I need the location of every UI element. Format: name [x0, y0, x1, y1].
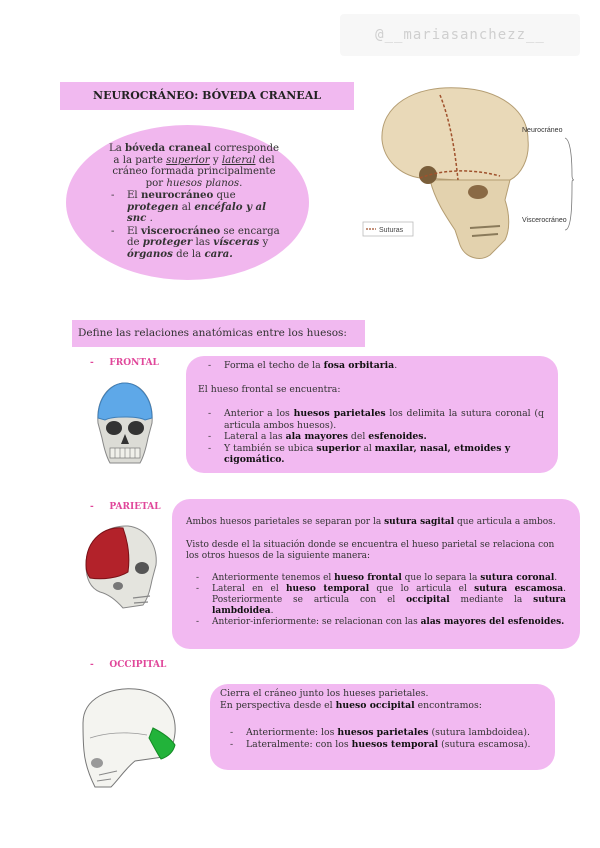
parietal-skull-image: [78, 520, 163, 615]
occipital-skull-image: [75, 683, 185, 793]
parietal-paragraph-2: Visto desde el la situación donde se encuentra el hueso parietal se relaciona con los otros huesos de la siguiente manera:: [186, 539, 555, 561]
intro-text: [105, 143, 283, 260]
occipital-box: [210, 684, 555, 770]
parietal-item-3: - Anterior-inferiormente: se relacionan con las alas mayores del esfenoides.: [196, 616, 565, 627]
frontal-box: [186, 356, 558, 473]
parietal-paragraph-1: Ambos huesos parietales se separan por la sutura sagital que articula a ambos.: [186, 517, 556, 527]
parietal-box: [172, 499, 580, 649]
page-title-bar: [60, 82, 354, 110]
frontal-line-1: - Forma el techo de la fosa orbitaria.: [208, 360, 398, 371]
frontal-item-1: - Anterior a los huesos parietales los delimita la sutura coronal (q articula ambos huesos).: [208, 408, 544, 431]
sutures-label: Suturas: [379, 227, 404, 234]
neurocranium-label: Neurocráneo: [522, 127, 563, 134]
section-heading: Define las relaciones anatómicas entre los huesos:: [72, 320, 365, 347]
skull-lateral-diagram: [360, 80, 585, 270]
occipital-item-2: - Lateralmente: con los huesos temporal (sutura escamosa).: [230, 738, 531, 750]
occipital-item-1: - Anteriormente: los huesos parietales (sutura lambdoidea).: [230, 727, 530, 738]
frontal-item-3: - Y también se ubica superior al maxilar, nasal, etmoides y cigomático.: [208, 442, 511, 465]
occipital-label: - OCCIPITAL: [90, 660, 167, 670]
frontal-label: - FRONTAL: [90, 358, 159, 368]
intro-bullet-neuro: - El neurocráneo que protegen al encéfalo y al snc .: [111, 189, 267, 224]
page-title: NEUROCRÁNEO: BÓVEDA CRANEAL: [93, 89, 321, 102]
occipital-line-1: Cierra el cráneo junto los hueses parietales.: [220, 688, 429, 699]
occipital-line-2: En perspectiva desde el hueso occipital encontramos:: [220, 699, 482, 711]
intro-paragraph: La bóveda craneal corresponde a la parte superior y lateral del cráneo formada principalmente por huesos planos.: [108, 142, 280, 189]
viscerocranium-label: Viscerocráneo: [522, 217, 567, 224]
parietal-label: - PARIETAL: [90, 502, 161, 512]
watermark: @__mariasanchezz__: [340, 14, 580, 56]
frontal-item-2: - Lateral a las ala mayores del esfenoides.: [208, 431, 427, 442]
parietal-item-2: - Lateral en el hueso temporal que lo articula el sutura escamosa. Posteriormente se articula con el occipital mediante la sutura lambdoidea.: [196, 584, 567, 616]
parietal-item-1: - Anteriormente tenemos el hueso frontal que lo separa la sutura coronal.: [196, 573, 558, 584]
frontal-skull-image: [90, 378, 160, 473]
frontal-intro: El hueso frontal se encuentra:: [198, 383, 341, 395]
intro-bullet-visc: - El viscerocráneo se encarga de proteger las vísceras y órganos de la cara.: [111, 224, 280, 260]
